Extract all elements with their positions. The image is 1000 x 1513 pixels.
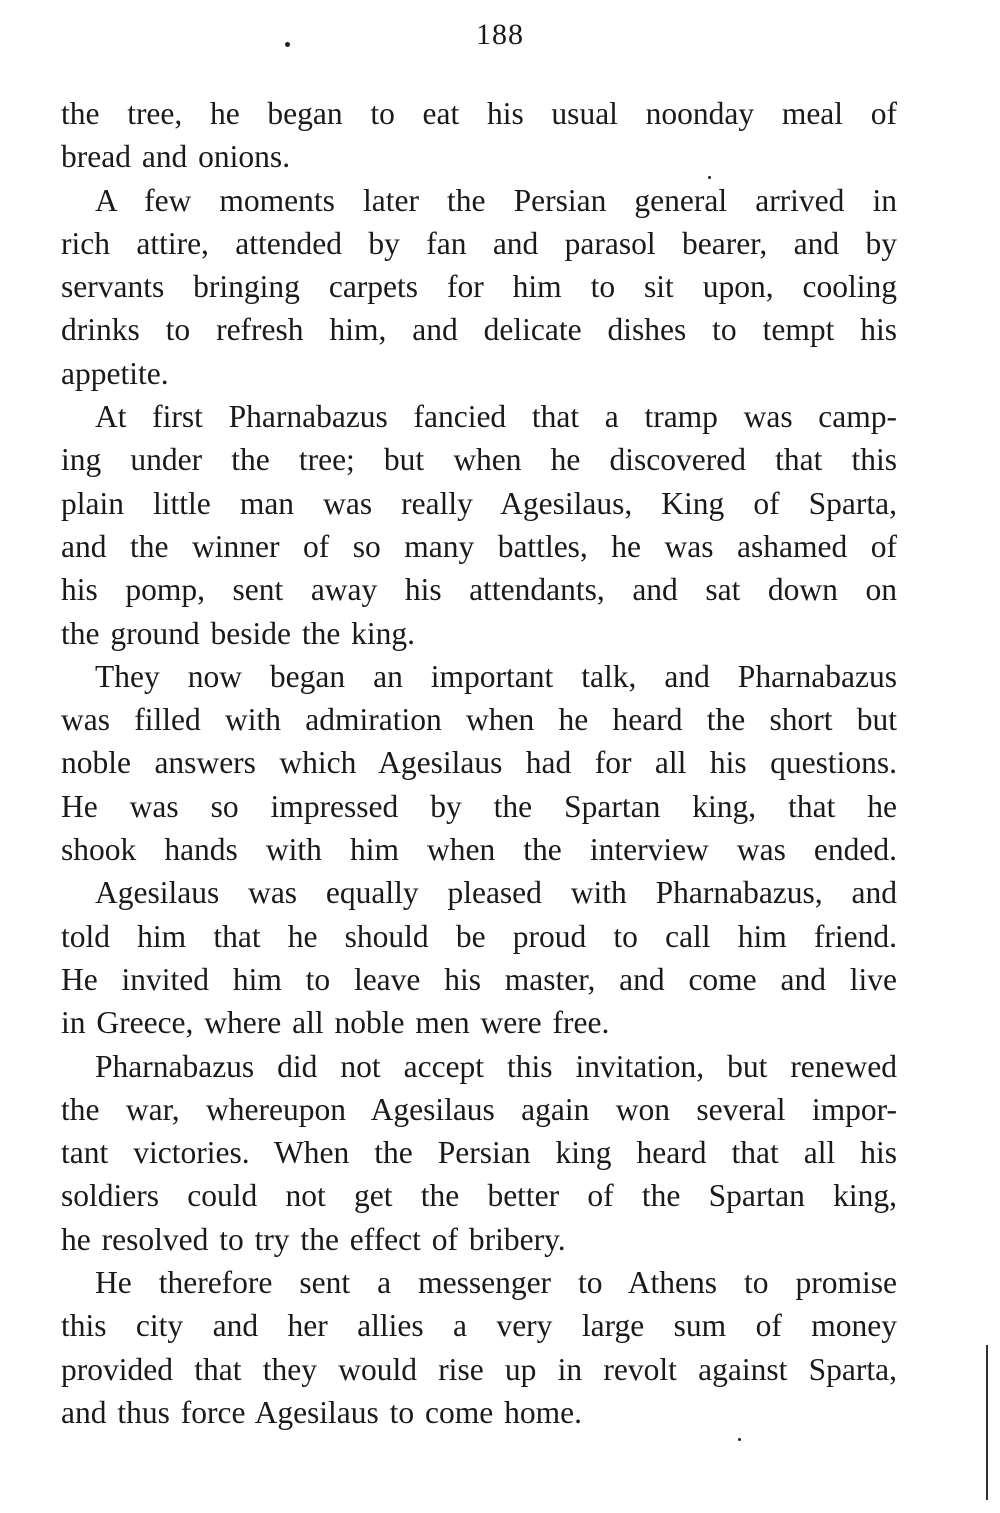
text-line: At first Pharnabazus fancied that a tramp was camp- bbox=[95, 399, 897, 435]
text-line: bread and onions. bbox=[61, 139, 291, 175]
text-line: Agesilaus was equally pleased with Pharnabazus, and bbox=[95, 875, 897, 911]
text-line: and thus force Agesilaus to come home. bbox=[61, 1394, 583, 1430]
text-line: A few moments later the Persian general arrived in bbox=[95, 182, 897, 218]
paragraph-1 bbox=[61, 92, 897, 179]
body-text bbox=[61, 92, 897, 1434]
text-line: the ground beside the king. bbox=[61, 615, 416, 651]
paragraph-6 bbox=[61, 1045, 897, 1261]
text-line: They now began an important talk, and Pharnabazus bbox=[95, 658, 897, 694]
text-line: he resolved to try the effect of bribery. bbox=[61, 1221, 566, 1257]
page-number: 188 bbox=[476, 18, 524, 51]
text-line: and the winner of so many battles, he was ashamed of bbox=[61, 528, 897, 564]
text-line: the tree, he began to eat his usual noonday meal of bbox=[61, 96, 897, 131]
text-line: rich attire, attended by fan and parasol bearer, and by bbox=[61, 225, 897, 261]
paragraph-4 bbox=[61, 655, 897, 871]
text-line: his pomp, sent away his attendants, and sat down on bbox=[61, 572, 897, 608]
paragraph-3 bbox=[61, 395, 897, 655]
text-line: ing under the tree; but when he discovered that this bbox=[61, 442, 897, 478]
text-line: tant victories. When the Persian king heard that all his bbox=[61, 1135, 897, 1171]
text-line: appetite. bbox=[61, 355, 169, 391]
scan-edge-mark bbox=[986, 1345, 988, 1500]
text-line: this city and her allies a very large sum of money bbox=[61, 1308, 897, 1344]
text-line: the war, whereupon Agesilaus again won several impor- bbox=[61, 1091, 897, 1127]
text-line: Pharnabazus did not accept this invitation, but renewed bbox=[95, 1048, 897, 1084]
text-line: He was so impressed by the Spartan king, that he bbox=[61, 788, 897, 824]
text-line: soldiers could not get the better of the Spartan king, bbox=[61, 1178, 897, 1214]
paragraph-5 bbox=[61, 871, 897, 1044]
paragraph-2 bbox=[61, 179, 897, 395]
print-speck bbox=[738, 1438, 741, 1441]
print-speck bbox=[708, 176, 711, 179]
text-line: servants bringing carpets for him to sit upon, cooling bbox=[61, 269, 897, 305]
paragraph-7 bbox=[61, 1261, 897, 1434]
text-line: He therefore sent a messenger to Athens to promise bbox=[95, 1265, 897, 1301]
text-line: He invited him to leave his master, and come and live bbox=[61, 961, 897, 997]
text-line: in Greece, where all noble men were free. bbox=[61, 1005, 610, 1041]
text-line: plain little man was really Agesilaus, King of Sparta, bbox=[61, 485, 897, 521]
text-line: provided that they would rise up in revolt against Sparta, bbox=[61, 1351, 897, 1387]
text-line: told him that he should be proud to call him friend. bbox=[61, 918, 897, 954]
text-line: was filled with admiration when he heard the short but bbox=[61, 702, 897, 738]
text-line: shook hands with him when the interview was ended. bbox=[61, 832, 897, 868]
text-line: noble answers which Agesilaus had for all his questions. bbox=[61, 745, 897, 781]
text-line: drinks to refresh him, and delicate dishes to tempt his bbox=[61, 312, 897, 348]
